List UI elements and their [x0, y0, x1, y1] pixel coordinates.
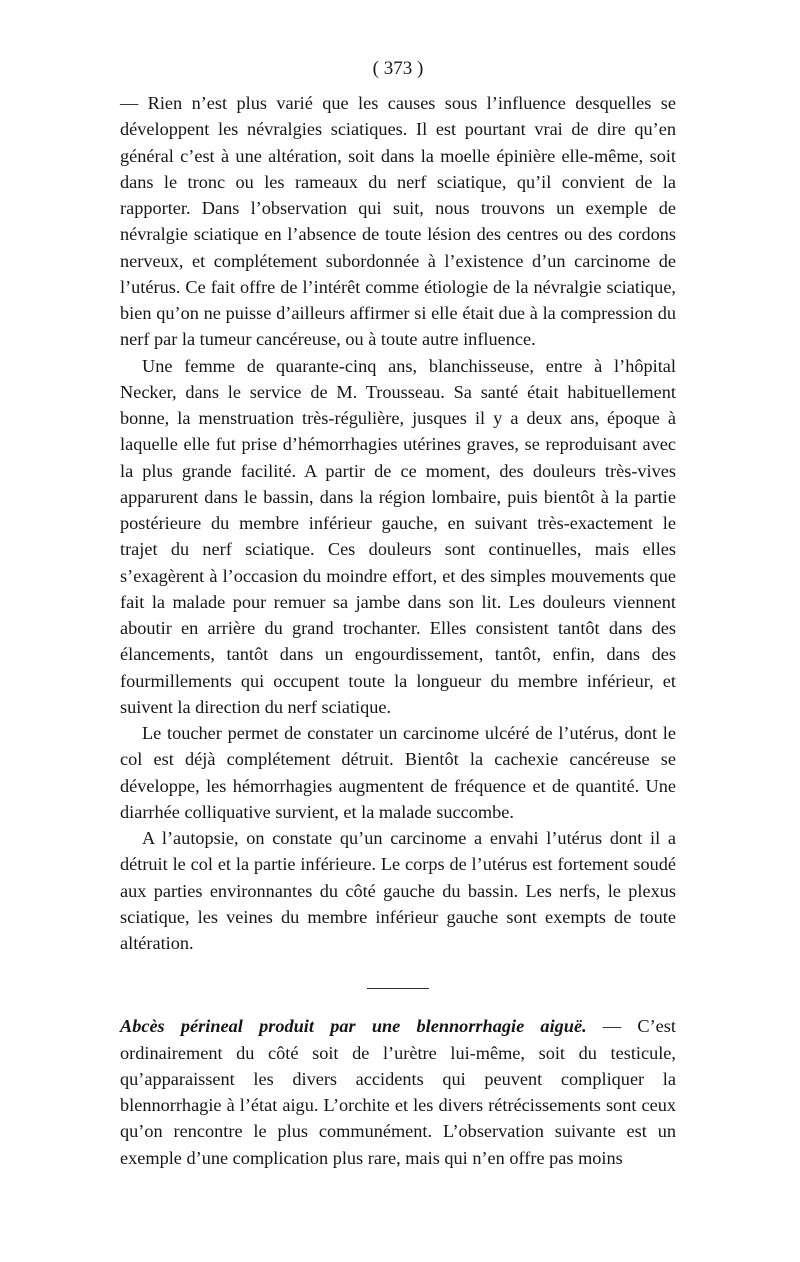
page-number: ( 373 ): [372, 58, 424, 79]
section-title: Abcès périneal produit par une blennorrhagie aiguë.: [120, 1016, 587, 1037]
document-page: [120, 56, 676, 1171]
section-divider: [367, 988, 429, 989]
paragraph-examination: Le toucher permet de constater un carcinome ulcéré de l’utérus, dont le col est déjà complétement détruit. Bientôt la cachexie cancéreuse se développe, les hémorrhagies augmentent de fréquence et de quantité. Une diarrhée colliquative survient, et la malade succombe.: [120, 723, 676, 822]
section-text: — C’est ordinairement du côté soit de l’urètre lui-même, soit du testicule, qu’apparaissent les divers accidents qui peuvent compliquer la blennorrhagie à l’état aigu. L’orchite et les divers rétrécissements sont ceux qu’on rencontre le plus communément. L’observation suivante est un exemple d’une complication plus rare, mais qui n’en offre pas moins: [120, 1016, 676, 1168]
paragraph-autopsy: A l’autopsie, on constate qu’un carcinome a envahi l’utérus dont il a détruit le col et la partie inférieure. Le corps de l’utérus est fortement soudé aux parties environnantes du côté gauche du bassin. Les nerfs, le plexus sciatique, les veines du membre inférieur gauche sont exempts de toute altération.: [120, 828, 676, 953]
paragraph-sciatic-neuralgia-intro: — Rien n’est plus varié que les causes sous l’influence desquelles se développent les névralgies sciatiques. Il est pourtant vrai de dire qu’en général c’est à une altération, soit dans la moelle épinière elle-même, soit dans le tronc ou les rameaux du nerf sciatique, qu’il convient de la rapporter. Dans l’observation qui suit, nous trouvons un exemple de névralgie sciatique en l’absence de toute lésion des centres ou des cordons nerveux, et complétement subordonnée à l’existence d’un carcinome de l’utérus. Ce fait offre de l’intérêt comme étiologie de la névralgie sciatique, bien qu’on ne puisse d’ailleurs affirmer si elle était due à la compression du nerf par la tumeur cancéreuse, ou à toute autre influence.: [120, 93, 676, 350]
paragraph-case-history: Une femme de quarante-cinq ans, blanchisseuse, entre à l’hôpital Necker, dans le service de M. Trousseau. Sa santé était habituellement bonne, la menstruation très-régulière, jusques il y a deux ans, époque à laquelle elle fut prise d’hémorrhagies utérines graves, se reproduisant avec la plus grande facilité. A partir de ce moment, des douleurs très-vives apparurent dans le bassin, dans la région lombaire, puis bientôt à la partie postérieure du membre inférieur gauche, en suivant très-exactement le trajet du nerf sciatique. Ces douleurs sont continuelles, mais elles s’exagèrent à l’occasion du moindre effort, et des simples mouvements que fait la malade pour remuer sa jambe dans son lit. Les douleurs viennent aboutir en arrière du grand trochanter. Elles consistent tantôt dans des élancements, tantôt dans un engourdissement, tantôt, enfin, dans des fourmillements qui occupent toute la longueur du membre inférieur, et suivent la direction du nerf sciatique.: [120, 355, 676, 717]
section-paragraph: [120, 1013, 676, 1171]
